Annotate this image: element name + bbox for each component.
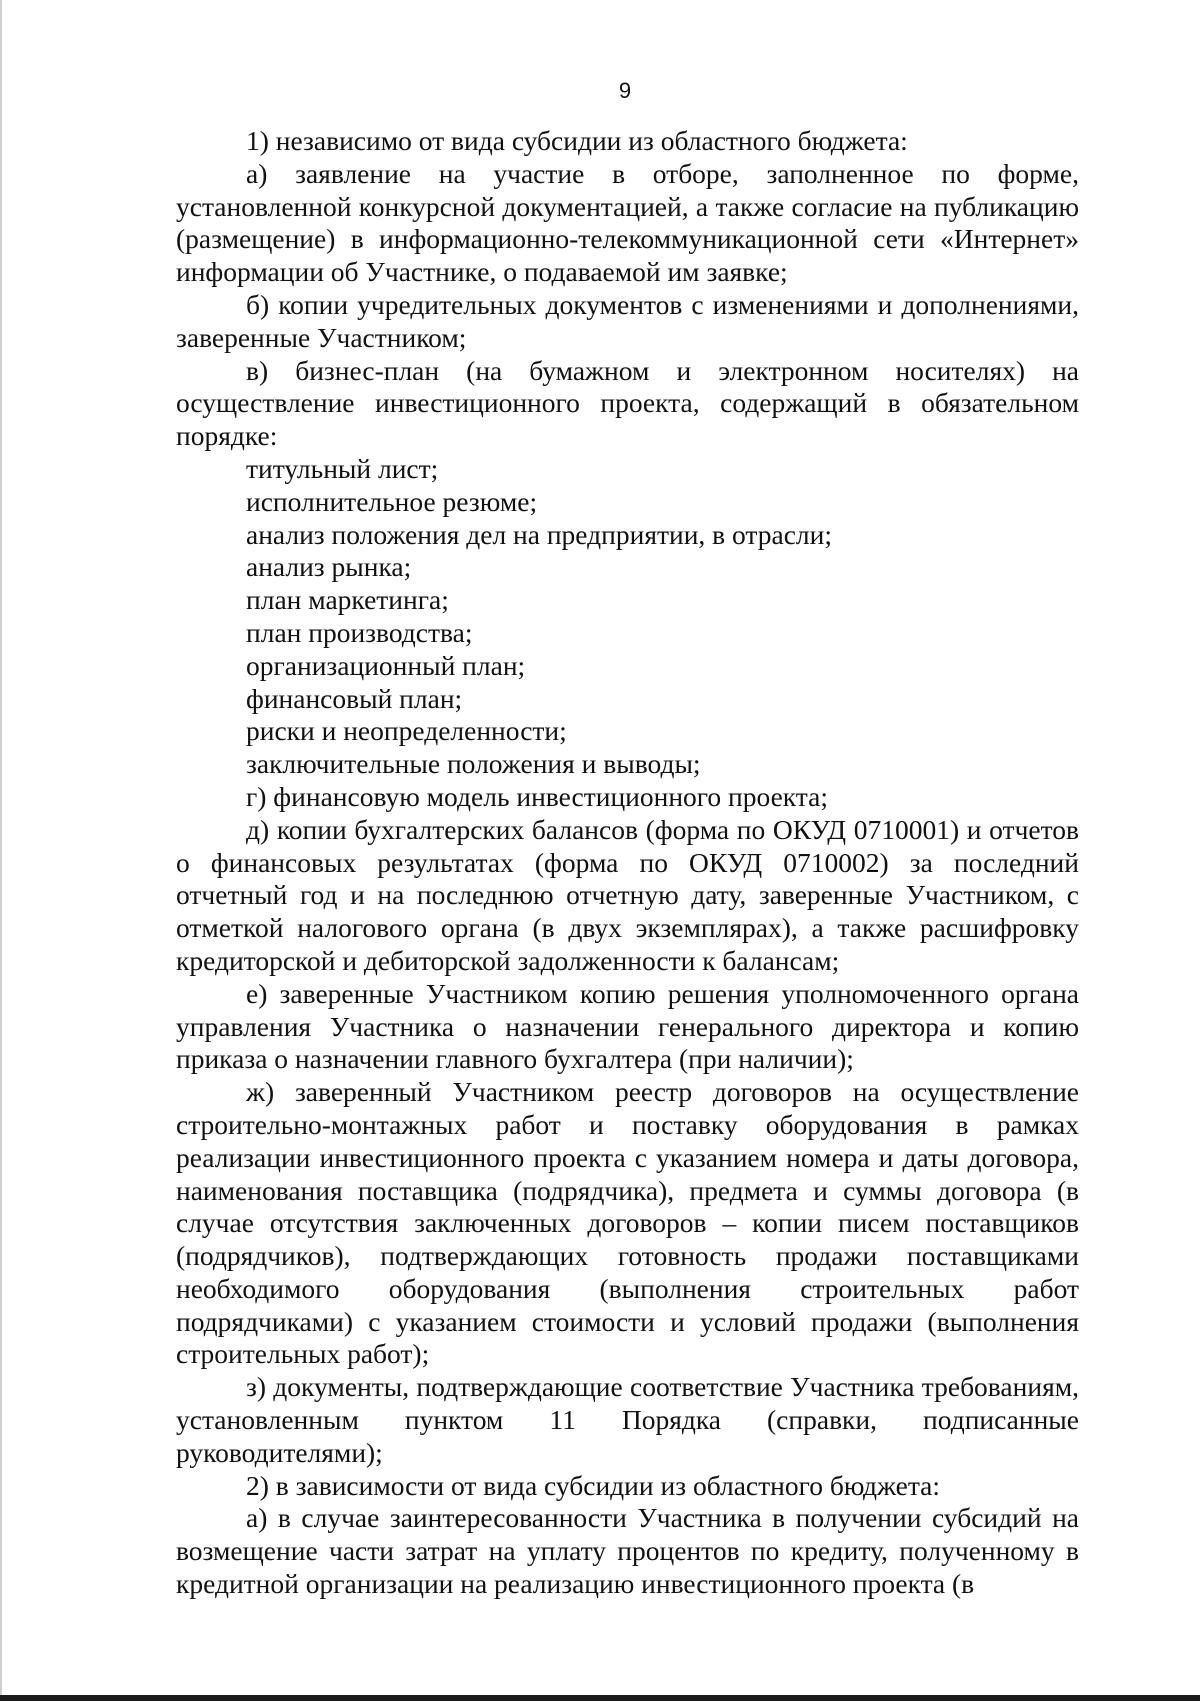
- list-item: риски и неопределенности;: [246, 715, 567, 747]
- list-item: анализ рынка;: [246, 551, 412, 583]
- paragraph-2a: а) в случае заинтересованности Участника в получении субсидий на возмещение части затрат на уплату процентов по кредиту, полученному в кредитной организации на реализацию инвестиционного проекта (в: [176, 1502, 1079, 1600]
- document-body: [176, 125, 1079, 1601]
- list-item: организационный план;: [246, 649, 526, 681]
- scan-left-edge: [0, 0, 2, 1701]
- list-item: исполнительное резюме;: [246, 485, 538, 517]
- list-item: финансовый план;: [246, 682, 463, 714]
- list-item: заключительные положения и выводы;: [246, 748, 701, 780]
- paragraph-1a: а) заявление на участие в отборе, заполненное по форме, установленной конкурсной документацией, а также согласие на публикацию (размещение) в информационно-телекоммуникационной сети «Интернет» информации об Участнике, о подаваемой им заявке;: [176, 157, 1079, 288]
- list-item: план маркетинга;: [246, 584, 449, 616]
- paragraph-1v: в) бизнес-план (на бумажном и электронном носителях) на осуществление инвестиционного проекта, содержащий в обязательном порядке:: [176, 354, 1079, 452]
- scan-bottom-edge: [0, 1695, 1200, 1701]
- paragraph-1d: д) копии бухгалтерских балансов (форма по ОКУД 0710001) и отчетов о финансовых результатах (форма по ОКУД 0710002) за последний отчетный год и на последнюю отчетную дату, заверенные Участником, с отметкой налогового органа (в двух экземплярах), а также расшифровку кредиторской и дебиторской задолженности к балансам;: [176, 813, 1079, 976]
- page-number: 9: [618, 78, 632, 103]
- paragraph-1g: г) финансовую модель инвестиционного проекта;: [246, 780, 828, 812]
- list-item: план производства;: [246, 616, 473, 648]
- paragraph-1z: з) документы, подтверждающие соответствие Участника требованиям, установленным пунктом 11 Порядка (справки, подписанные руководителями);: [176, 1371, 1079, 1468]
- paragraph-1zh: ж) заверенный Участником реестр договоров на осуществление строительно-монтажных работ и поставку оборудования в рамках реализации инвестиционного проекта с указанием номера и даты договора, наименования поставщика (подрядчика), предмета и суммы договора (в случае отсутствия заключенных договоров – копии писем поставщиков (подрядчиков), подтверждающих готовность продажи поставщиками необходимого оборудования (выполнения строительных работ подрядчиками) с указанием стоимости и условий продажи (выполнения строительных работ);: [176, 1076, 1079, 1370]
- paragraph-1b: б) копии учредительных документов с изменениями и дополнениями, заверенные Участником;: [176, 288, 1079, 353]
- paragraph-2: 2) в зависимости от вида субсидии из областного бюджета:: [246, 1469, 941, 1501]
- list-item: анализ положения дел на предприятии, в отрасли;: [246, 518, 833, 550]
- paragraph-1e: е) заверенные Участником копию решения уполномоченного органа управления Участника о назначении генерального директора и копию приказа о назначении главного бухгалтера (при наличии);: [176, 977, 1079, 1075]
- paragraph-1: 1) независимо от вида субсидии из областного бюджета:: [246, 125, 908, 156]
- list-item: титульный лист;: [246, 452, 439, 484]
